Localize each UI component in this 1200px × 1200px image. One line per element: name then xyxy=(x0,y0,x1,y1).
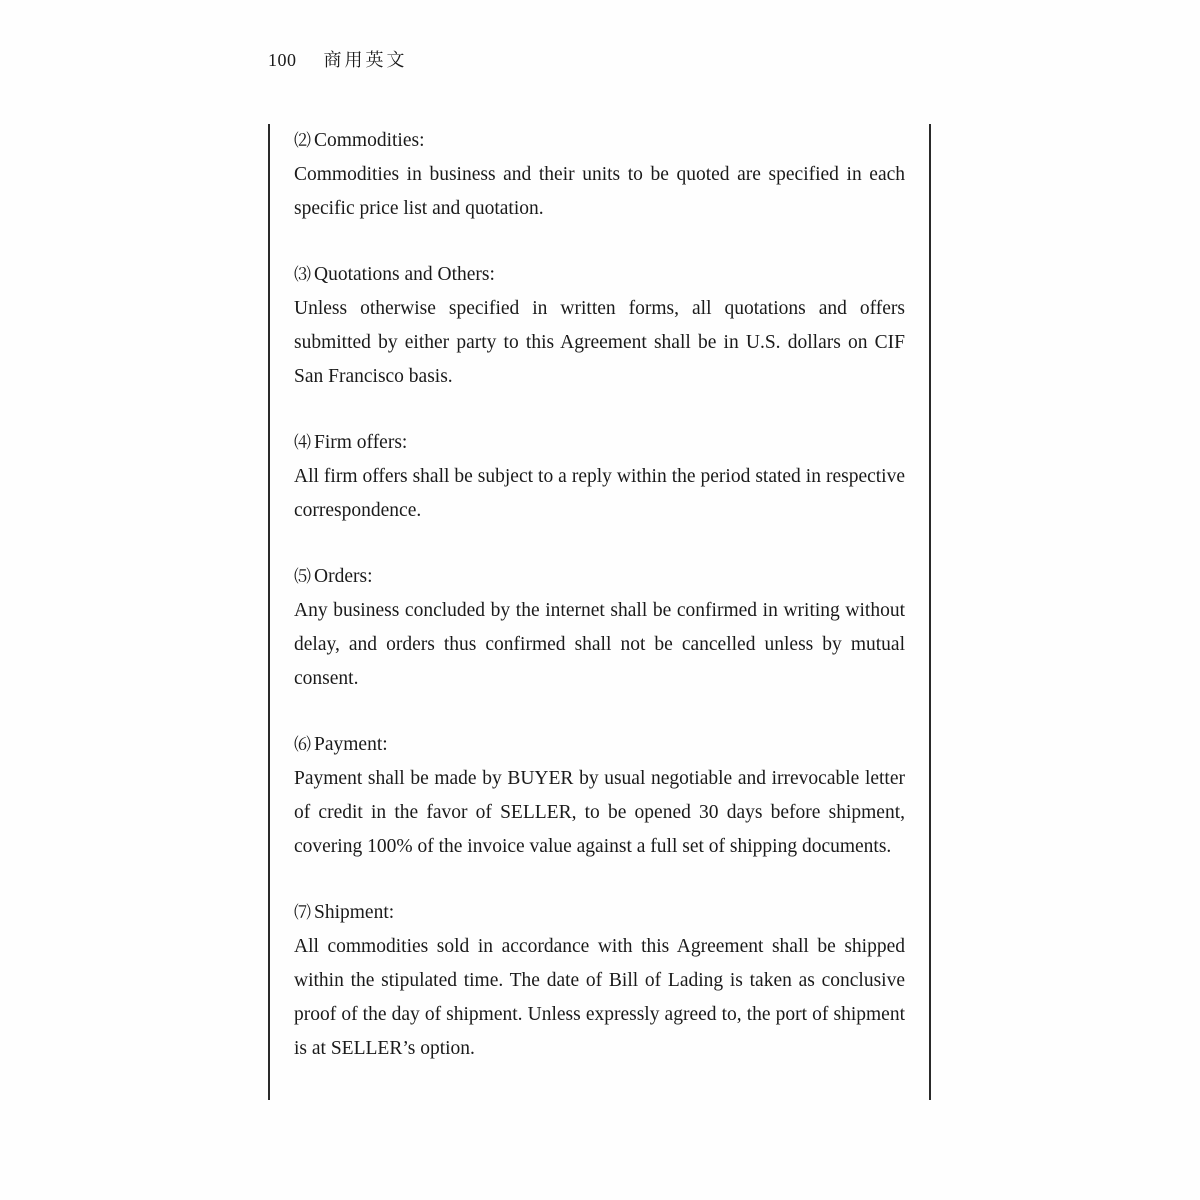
clause-body: All firm offers shall be subject to a reply within the period stated in respective correspondence. xyxy=(294,466,905,521)
clause-title: Orders: xyxy=(314,566,373,587)
clause-body: Unless otherwise specified in written forms, all quotations and offers submitted by either party to this Agreement shall be in U.S. dollars on CIF San Francisco basis. xyxy=(294,298,905,387)
clause-orders xyxy=(294,560,905,696)
clause-heading xyxy=(294,560,905,594)
clause-heading xyxy=(294,124,905,158)
clause-heading xyxy=(294,426,905,460)
clause-title: Quotations and Others: xyxy=(314,264,495,285)
clause-heading xyxy=(294,728,905,762)
clause-number: ⑵ xyxy=(294,131,310,150)
clause-number: ⑸ xyxy=(294,567,310,586)
clause-number: ⑷ xyxy=(294,433,310,452)
clause-payment xyxy=(294,728,905,864)
clause-firm-offers xyxy=(294,426,905,528)
left-vertical-rule xyxy=(268,124,270,1100)
clause-title: Payment: xyxy=(314,734,388,755)
clause-heading xyxy=(294,258,905,292)
page-number: 100 xyxy=(268,50,297,70)
clause-shipment xyxy=(294,896,905,1066)
clause-list xyxy=(294,124,905,1098)
clause-number: ⑶ xyxy=(294,265,310,284)
clause-number: ⑺ xyxy=(294,903,310,922)
clause-body: All commodities sold in accordance with this Agreement shall be shipped within the stipulated time. The date of Bill of Lading is taken as conclusive proof of the day of shipment. Unless expressly agreed to, the port of shipment is at SELLER’s option. xyxy=(294,936,905,1059)
clause-commodities xyxy=(294,124,905,226)
clause-title: Shipment: xyxy=(314,902,395,923)
clause-body: Payment shall be made by BUYER by usual negotiable and irrevocable letter of credit in the favor of SELLER, to be opened 30 days before shipment, covering 100% of the invoice value against a full set of shipping documents. xyxy=(294,768,905,857)
clause-body: Any business concluded by the internet shall be confirmed in writing without delay, and orders thus confirmed shall not be cancelled unless by mutual consent. xyxy=(294,600,905,689)
book-title: 商用英文 xyxy=(323,50,408,70)
clause-body: Commodities in business and their units to be quoted are specified in each specific price list and quotation. xyxy=(294,164,905,219)
right-vertical-rule xyxy=(929,124,931,1100)
clause-title: Firm offers: xyxy=(314,432,408,453)
clause-title: Commodities: xyxy=(314,130,425,151)
clause-quotations xyxy=(294,258,905,394)
running-head xyxy=(268,48,408,72)
clause-number: ⑹ xyxy=(294,735,310,754)
clause-heading xyxy=(294,896,905,930)
